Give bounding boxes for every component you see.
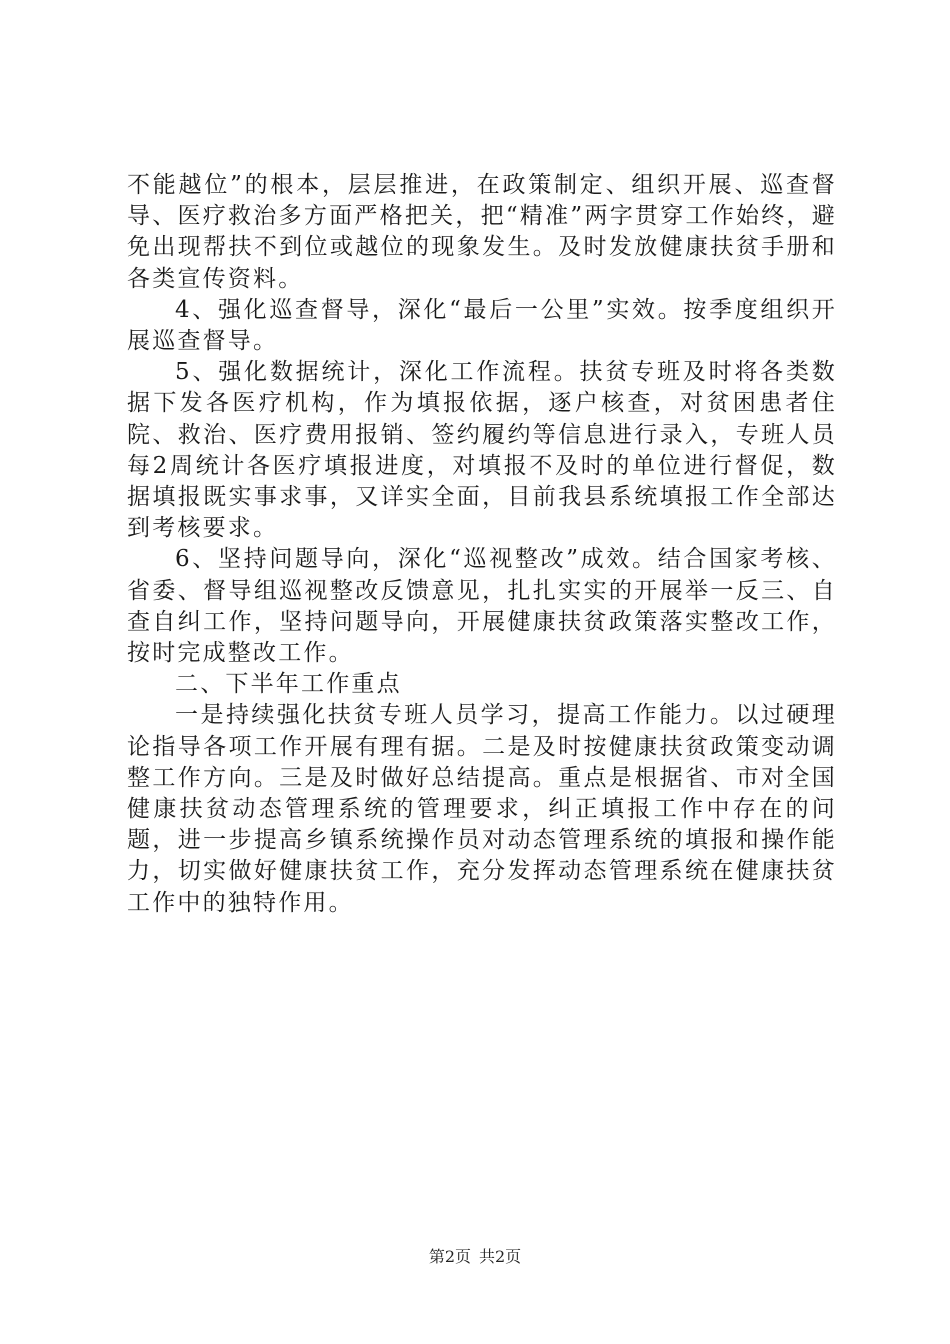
page-footer xyxy=(0,1244,950,1267)
paragraph-item-5: 5、强化数据统计，深化工作流程。扶贫专班及时将各类数据下发各医疗机构，作为填报依据，逐户核查，对贫困患者住院、救治、医疗费用报销、签约履约等信息进行录入，专班人员每2周统计各医疗填报进度，对填报不及时的单位进行督促，数据填报既实事求事，又详实全面，目前我县系统填报工作全部达到考核要求。 xyxy=(127,359,837,542)
page-total: 共2页 xyxy=(479,1247,522,1266)
section-heading: 二、下半年工作重点 xyxy=(175,671,402,698)
paragraph-item-6: 6、坚持问题导向，深化“巡视整改”成效。结合国家考核、省委、督导组巡视整改反馈意见，扎扎实实的开展举一反三、自查自纠工作，坚持问题导向，开展健康扶贫政策落实整改工作，按时完成整改工作。 xyxy=(127,546,837,667)
paragraph-intro: 不能越位”的根本，层层推进，在政策制定、组织开展、巡查督导、医疗救治多方面严格把关，把“精准”两字贯穿工作始终，避免出现帮扶不到位或越位的现象发生。及时发放健康扶贫手册和各类宣传资料。 xyxy=(127,172,837,292)
document-body xyxy=(127,170,837,919)
paragraph-item-4: 4、强化巡查督导，深化“最后一公里”实效。按季度组织开展巡查督导。 xyxy=(127,296,837,355)
page-number: 第2页 xyxy=(428,1247,471,1266)
paragraph-plan: 一是持续强化扶贫专班人员学习，提高工作能力。以过硬理论指导各项工作开展有理有据。二是及时按健康扶贫政策变动调整工作方向。三是及时做好总结提高。重点是根据省、市对全国健康扶贫动态管理系统的管理要求，纠正填报工作中存在的问题，进一步提高乡镇系统操作员对动态管理系统的填报和操作能力，切实做好健康扶贫工作，充分发挥动态管理系统在健康扶贫工作中的独特作用。 xyxy=(127,702,837,916)
